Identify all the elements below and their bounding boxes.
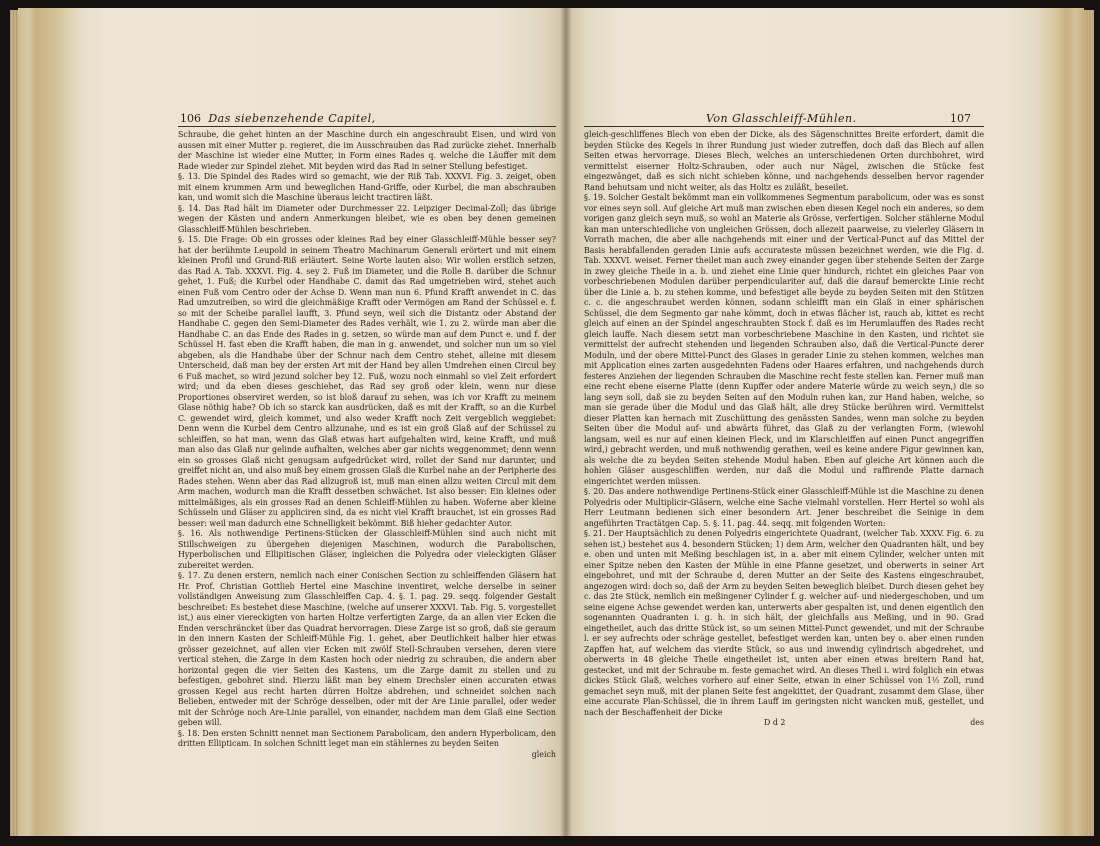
paragraph: §. 17. Zu denen erstern, nemlich nach einer Conischen Section zu schleiffenden Gläsern hat Hr. Prof. Christian Gottlieb Hertel eine Maschine inventiret, welche derselbe in seiner vollständigen Anweisung zum Glasschleiffen Cap. 4. §. 1. pag. 29. seqq. folgender Gestalt beschreibet: Es bestehet diese Maschine, (welche auf unserer XXXVI. Tab. Fig. 5. vorgestellet ist,) aus einer viereckigten von harten Holtze verfertigten Zarge, da an allen vier Ecken die Enden verschräncket über das Quadrat hervorragen. Diese Zarge ist so groß, daß sie geraum in den innern Kasten der Schleiff-Mühle Fig. 1. gehet, aber Deutlichkeit halber hier etwas grösser gezeichnet, auf allen vier Ecken mit zwölf Stell-Schrauben versehen, deren viere vertical stehen, die Zarge in dem Kasten hoch oder niedrig zu schrauben, die andern aber horizontal gegen die vier Seiten des Kastens, um die Zarge damit zu stellen und zu befestigen, gebohret sind. Hierzu läßt man bey einem Drechsler einen accuraten etwas grossen Kegel aus recht harten dürren Holtze abdrehen, und schneidet solchen nach Belieben, entweder mit der Schröge desselben, oder mit der Are Linie parallel, oder weder mit der Schröge noch Are-Linie parallel, von einander, nachdem man dem Glaß eine Section geben will. (178, 571, 556, 727)
header-rule (178, 126, 556, 127)
paragraph: §. 15. Die Frage: Ob ein grosses oder kleines Rad bey einer Glasschleiff-Mühle besser sey? hat der berühmte Leupold in seinem Theatro Machinarum Generali erörtert und mit einem kleinen Profil und Grund-Riß erläutert. Seine Worte lauten also: Wir wollen erstlich setzen, das Rad A. Tab. XXXVI. Fig. 4. sey 2. Fuß im Diameter, und die Rolle B. darüber die Schnur gehet, 1. Fuß; die Kurbel oder Handhabe C. damit das Rad umgetrieben wird, stehet auch einen Fuß vom Centro oder der Achse D. Wenn man nun 6. Pfund Krafft anwendet in C. das Rad umzutreiben, so wird die gleichmäßige Krafft oder Vermögen am Rand der Schüssel e. f. so mit der Scheibe parallel laufft, 3. Pfund seyn, weil sich die Distantz oder Abstand der Handhabe C. gegen den Semi-Diameter des Rades verhält, wie 1. zu 2. würde man aber die Handhabe C. an das Ende des Rades in g. setzen, so würde man auf dem Punct e. und f. der Schüssel H. fast eben die Krafft haben, die man in g. anwendet, und solcher nun um so viel abgeben, als die Handhabe über der Schnur nach dem Centro stehet, alleine mit diesem Unterscheid, daß man bey der ersten Art mit der Hand bey allen Umdrehen einen Circul bey 6 Fuß machet, so wird jezund solcher bey 12. Fuß, wozu noch einmahl so viel Zeit erfordert wird; und da eben dieses geschiehet, das Rad sey groß oder klein, wenn nur diese Proportiones observiret werden, so ist bloß darauf zu sehen, was ich vor Krafft zu meinem Glase nöthig habe? Ob ich so starck kan ausdrücken, daß es mit der Krafft, so an die Kurbel C. gewendet wird, gleich kommet, und also weder Krafft noch Zeit vergeblich weggiebet: Denn wenn die Kurbel dem Centro allzunahe, und es ist ein groß Glaß auf der Schüssel zu schleiffen, so hat man, wenn das Glaß etwas hart aufgehalten wird, keine Krafft, und muß man also das Glaß nur gelinde aufhalten, welches aber gar nichts weggenommet; denn wenn ein so grosses Glaß nicht genugsam aufgedrücket wird, rollet der Sand nur darunter, und greiffet nicht an, und also muß bey einem grossen Glaß die Kurbel nahe an der Peripherie des Rades stehen. Wenn aber das Rad allzugroß ist, muß man einen allzu weiten Circul mit dem Arm machen, wodurch man die Krafft dessetben schwächet. Ist also besser: Ein kleines oder mittelmäßiges, als ein grosses Rad an denen Schleiff-Mühlen zu haben. Woferne aber kleine Schüsseln und Gläser zu appliciren sind, da es nicht viel Krafft brauchet, ist ein grosses Rad besser: weil man dadurch eine Schnelligkeit bekömmt. Biß hieher gedachter Autor. (178, 235, 556, 528)
book-gutter (560, 8, 572, 836)
catchword: gleich (531, 749, 556, 759)
page-body (178, 130, 556, 760)
paragraph: gleich-geschliffenes Blech von eben der Dicke, als des Sägenschnittes Breite erfordert, damit die beyden Stücke des Kegels in ihrer Rundung just wieder zutreffen, doch daß das Blech auf allen Seiten etwas hervorrage. Dieses Blech, welches an unterschiedenen Orten durchbohret, wird vermittelst eiserner Holtz-Schrauben, oder auch nur Nägel, zwischen die Stücke fest eingezwänget, daß es sich nicht schieben könne, und nachgehends desselben hervor ragender Rand behutsam und nicht weiter, als das Holtz es zuläßt, beseilet. (584, 130, 984, 192)
paragraph: §. 18. Den ersten Schnitt nennet man Sectionem Parabolicam, den andern Hyperbolicam, den dritten Ellipticam. In solchen Schnitt leget man ein stählernes zu beyden Seiten (178, 728, 556, 748)
running-head: Das siebenzehende Capitel, (208, 112, 376, 125)
running-head: Von Glasschleiff-Mühlen. (706, 112, 857, 125)
catchword: des (970, 718, 984, 727)
signature-mark: D d 2 (764, 718, 786, 727)
left-page (18, 8, 566, 836)
paragraph: §. 13. Die Spindel des Rades wird so gemacht, wie der Riß Tab. XXXVI. Fig. 3. zeiget, oben mit einem krummen Arm und beweglichen Hand-Griffe, oder Kurbel, die man abschrauben kan, und womit sich die Maschine überaus leicht tractiren läßt. (178, 172, 556, 202)
page-body (584, 130, 984, 729)
page-number: 106 (180, 112, 201, 125)
paragraph: §. 19. Solcher Gestalt bekömmt man ein vollkommenes Segmentum parabolicum, oder was es sonst vor eines seyn soll. Auf gleiche Art muß man zwischen eben diesen Kegel noch ein anderes, so dem vorigen ganz gleich seyn muß, so wohl an Materie als Grösse, verfertigen. Solcher stählerne Modul kan man unterschiedliche von ungleichen Grössen, doch allezeit paarweise, zu vielerley Gläsern in Vorrath machen, die aber alle nachgehends mit einer und der Vertical-Punct auf das Mittel der Basis herabfallenden geraden Linie aufs accurateste müssen bezeichnet werden, wie die Fig. d. Tab. XXXVI. weiset. Ferner theilet man auch zwey einander gegen über stehende Seiten der Zarge in zwey gleiche Theile in a. b. und ziehet eine Linie quer hindurch, richtet ein gleiches Paar von vorbeschriebenen Modulen darüber perpendiculariter auf, daß die darauf bemerckte Linie recht über die Linie a. b. zu stehen komme, und befestiget alle beyde zu beyden Seiten mit den Stützen c. c. die angeschraubet werden können, sodann schleifft man ein Glaß in einer sphärischen Schüssel, die dem Segmento gar nahe kömmt, doch in etwas flächer ist, rauch ab, kittet es recht gleich auf einen an der Spindel angeschraubten Stock f. daß es im Herumlauffen des Rades recht gleich lauffe. Nach diesem setzt man vorbeschriebene Maschine in den Kasten, und richtet sie vermittelst der aufrecht stehenden und liegenden Schrauben also, daß die Vertical-Puncte derer Moduln, und der obere Mittel-Punct des Glases in gerader Linie zu stehen kommen, welches man mit Application eines zarten ausgedehnten Fadens oder Haares erfahren, und nachgehends durch festeres Anziehen der liegenden Schrauben die Maschine recht feste stellen kan. Ferner muß man eine recht ebene eiserne Platte (denn Kupffer oder andere Materie würde zu weich seyn,) die so lang seyn soll, daß sie zu beyden Seiten auf den Moduln ruhen kan, zur Hand haben, welche, so man sie gerade über die Modul und das Glaß hält, alle drey Stücke berühren wird. Vermittelst dieser Platten kan hernach mit Zuschüttung des genässten Sandes, wenn man solche zu beyden Seiten über die Modul auf- und abwärts führet, das Glaß zu der verlangten Form, (wiewohl langsam, weil es nur auf einen kleinen Fleck, und im Klarschleiffen auf einen Punct angegriffen wird,) gebracht werden, und muß nothwendig gerathen, weil es keine andere Figur gewinnen kan, als welche die zu beyden Seiten stehende Modul haben. Eben auf gleiche Art können auch die hohlen Gläser ausgeschliffen werden, nur daß die Modul und raffirende Platte darnach eingerichtet werden müssen. (584, 193, 984, 486)
right-page (566, 8, 1084, 836)
paragraph: §. 21. Der Hauptsächlich zu denen Polyedris eingerichtete Quadrant, (welcher Tab. XXXV. Fig. 6. zu sehen ist,) bestehet aus 4. besondern Stücken; 1) dem Arm, welcher den Quadranten hält, und bey e. oben und unten mit Meßing beschlagen ist, in a. aber mit einem Cylinder, welcher unten mit einer Spitze neben den Kasten der Mühle in eine Pfanne gesetzet, und oberwerts in seiner Art eingebohret, und mit der Schraube d, deren Mutter an der Seite des Kastens eingeschraubet, angezogen wird: doch so, daß der Arm zu beyden Seiten beweglich bleibet. Durch diesen gehet bey c. das 2te Stück, nemlich ein meßingener Cylinder f. g. welcher auf- und niedergeschoben, und um seine eigene Achse gewendet werden kan, unterwerts aber gespalten ist, und denen eigentlich den sogenannten Quadranten i. g. h. in sich hält, der gleichfalls aus Meßing, und in 90. Grad eingetheilet, auch das dritte Stück ist, so um seinen Mittel-Punct gewendet, und mit der Schraube l. er sey aufrechts oder schräge gestellet, befestiget werden kan, unten bey o. aber einen runden Zapffen hat, auf welchem das vierdte Stück, so aus und inwendig cylindrisch abgedrehet, und oberwerts in 48 gleiche Theile eingetheilet ist, unten aber einen etwas breitern Rand hat, gestecket, und mit der Schraube m. feste gemachet wird. An dieses Theil i. wird folglich ein etwas dickes Stück Glaß, welches vorhero auf einer Seite, etwan in einer Schüssel von 1½ Zoll, rund gemachet seyn muß, mit der planen Seite fest angekittet, der Quadrant, zusammt dem Glase, über eine accurate Plan-Schüssel, die in ihrem Lauff im geringsten nicht wancken muß, gestellet, und nach der Beschaffenheit der Dicke (584, 529, 984, 717)
right-page-edges (1084, 10, 1094, 836)
paragraph: §. 20. Das andere nothwendige Pertinens-Stück einer Glasschleiff-Mühle ist die Maschine zu denen Polyedris oder Multiplicir-Gläsern, welche eine Sache vielmahl vorstellen. Herr Hertel so wohl als Herr Leutmann bedienen sich einer besondern Art. Jener beschreibet die Seinige in dem angeführten Tractätgen Cap. 5. §. 11. pag. 44. seqq. mit folgenden Worten: (584, 487, 984, 528)
paragraph: §. 14. Das Rad hält im Diameter oder Durchmesser 22. Leipziger Decimal-Zoll; das übrige wegen der Kästen und andern Anmerkungen bleibet, wie es oben bey denen gemeinen Glasschleiff-Mühlen beschrieben. (178, 203, 556, 234)
paragraph: Schraube, die gehet hinten an der Maschine durch ein angeschraubt Eisen, und wird von aussen mit einer Mutter p. regieret, die im Ausschrauben das Rad zurücke ziehet. Innerhalb der Maschine ist wieder eine Mutter, in Form eines Rades q. welche die Läuffer mit dem Rade wieder zur Spindel ziehet. Mit beyden wird das Rad in seiner Stellung befestiget. (178, 130, 556, 171)
page-number: 107 (950, 112, 971, 125)
page-footer (584, 718, 984, 729)
header-rule (584, 126, 984, 127)
paragraph: §. 16. Als nothwendige Pertinens-Stücken der Glasschleiff-Mühlen sind auch nicht mit Stillschweigen zu übergehen diejenigen Maschinen, wodurch die Parabolischen, Hyperbolischen und Ellipitischen Gläser, ingleichen die Polyedra oder vieleckigten Gläser zubereitet werden. (178, 529, 556, 570)
